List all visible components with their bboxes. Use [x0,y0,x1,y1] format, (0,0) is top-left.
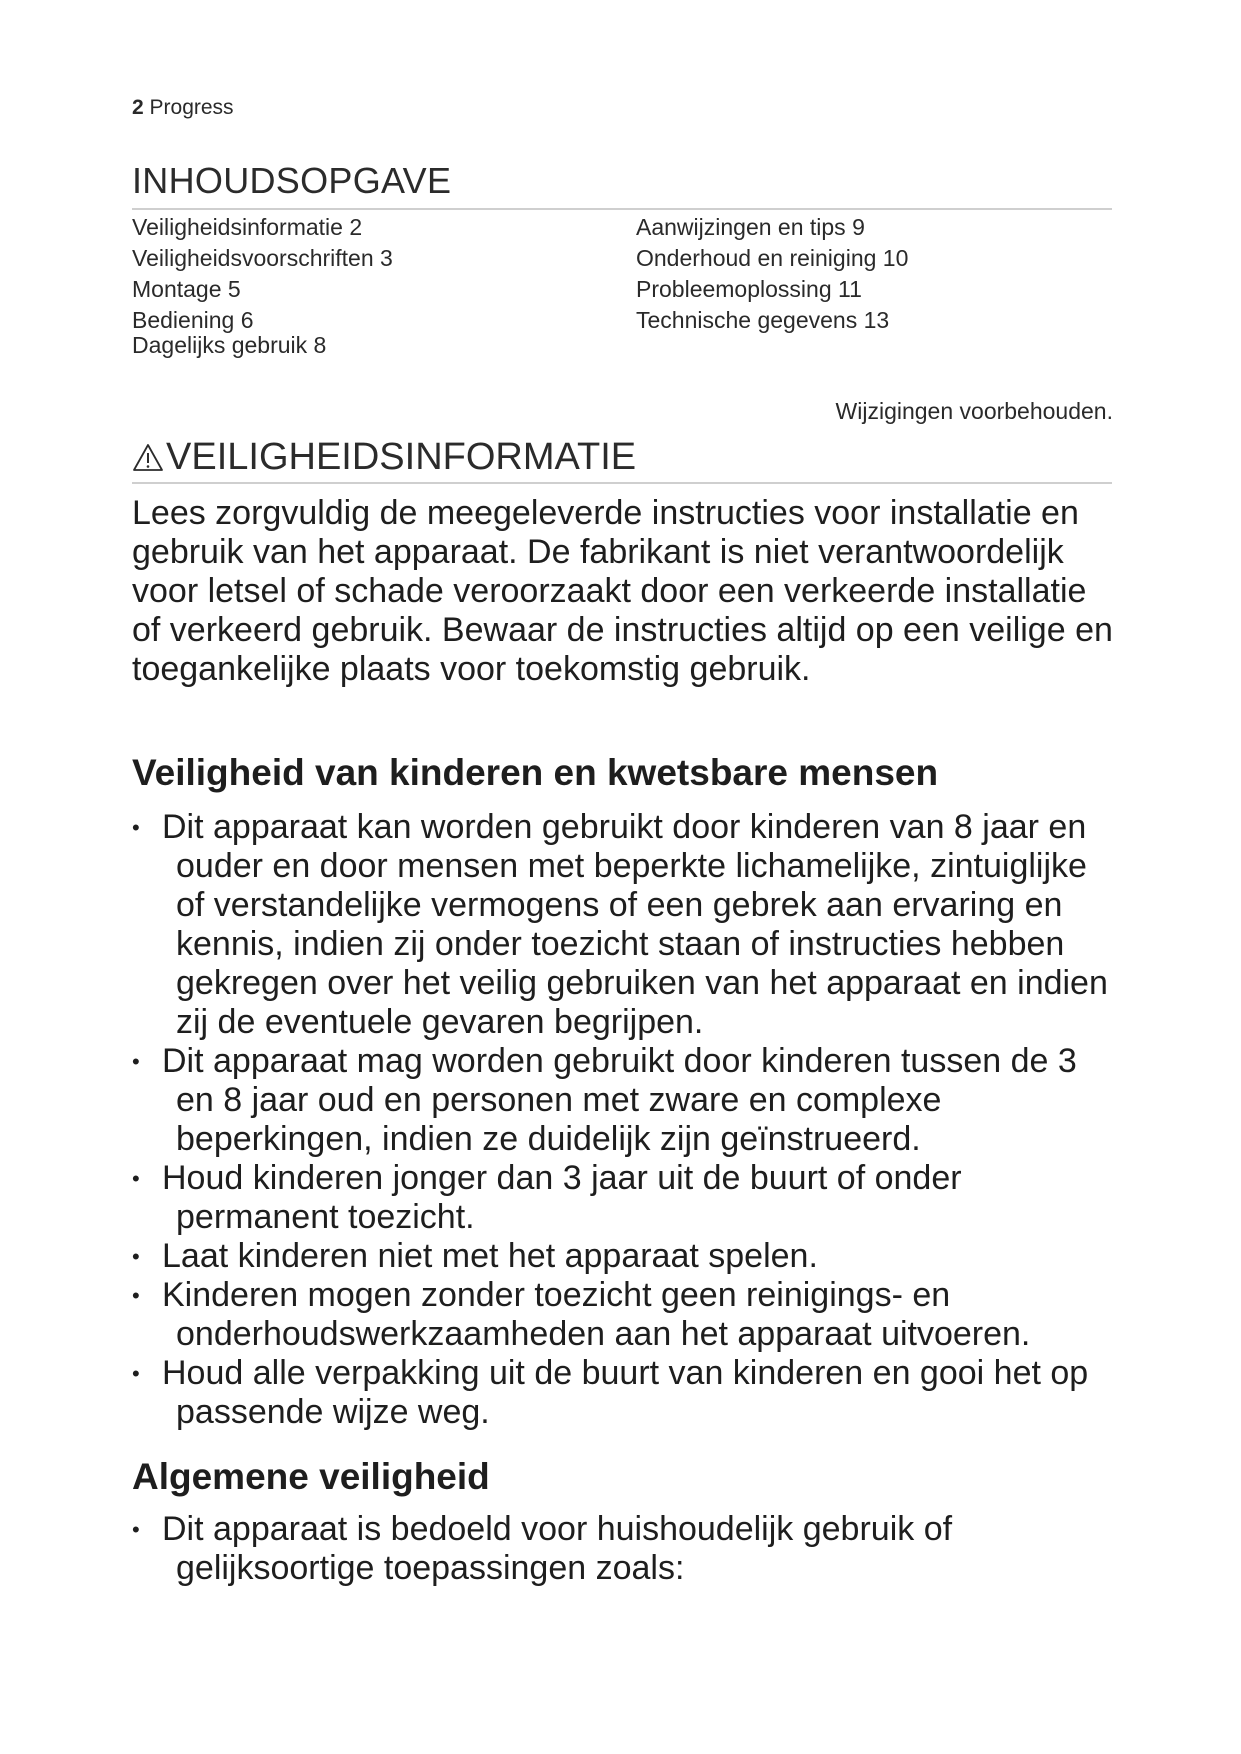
list-item [132,808,1117,1042]
toc-item[interactable]: Onderhoud en reiniging 10 [636,245,909,271]
toc-title: INHOUDSOPGAVE [132,160,452,201]
list-item [132,1042,1117,1159]
toc-item[interactable]: Probleemoplossing 11 [636,276,862,302]
toc-divider [132,208,1112,210]
toc-item[interactable]: Veiligheidsvoorschriften 3 [132,245,393,271]
list-item-text: Dit apparaat kan worden gebruikt door kinderen van 8 jaar en ouder en door mensen met beperkte lichamelijke, zintuiglijke of verstandelijke vermogens of een gebrek aan ervaring en kennis, indien zij onder toezicht staan of instructies hebben gekregen over het veilig gebruiken van het apparaat en indien zij de eventuele gevaren begrijpen. [162,808,1108,1041]
toc-column-right [636,212,908,336]
bullet-icon: • [132,1361,140,1386]
brand-name: Progress [149,96,234,119]
general-safety-list [132,1510,1117,1588]
list-item [132,1354,1117,1432]
bullet-icon: • [132,1244,140,1269]
list-item [132,1276,1117,1354]
toc-item[interactable]: Technische gegevens 13 [636,307,890,333]
section-title [132,436,636,479]
warning-icon [132,442,164,474]
list-item [132,1159,1117,1237]
list-item [132,1237,1117,1276]
bullet-icon: • [132,815,140,840]
list-item-text: Laat kinderen niet met het apparaat spelen. [162,1237,818,1275]
general-safety-heading: Algemene veiligheid [132,1456,490,1497]
page-header [132,96,234,120]
toc-item[interactable]: Aanwijzingen en tips 9 [636,214,865,240]
list-item-text: Kinderen mogen zonder toezicht geen reinigings- en onderhoudswerkzaamheden aan het apparaat uitvoeren. [162,1276,1031,1353]
toc-item[interactable]: Veiligheidsinformatie 2 [132,214,363,240]
list-item-text: Houd kinderen jonger dan 3 jaar uit de buurt of onder permanent toezicht. [162,1159,962,1236]
list-item-text: Dit apparaat mag worden gebruikt door kinderen tussen de 3 en 8 jaar oud en personen met zware en complexe beperkingen, indien ze duidelijk zijn geïnstrueerd. [162,1042,1077,1158]
toc-column-left [132,212,393,361]
children-safety-heading: Veiligheid van kinderen en kwetsbare mensen [132,752,939,793]
toc-item[interactable]: Bediening 6 [132,307,254,333]
toc-item[interactable]: Montage 5 [132,276,241,302]
children-safety-list [132,808,1117,1432]
list-item-text: Dit apparaat is bedoeld voor huishoudelijk gebruik of gelijksoortige toepassingen zoals: [162,1510,953,1587]
page-number: 2 [132,96,144,119]
bullet-icon: • [132,1049,140,1074]
list-item [132,1510,1117,1588]
intro-paragraph: Lees zorgvuldig de meegeleverde instructies voor installatie en gebruik van het apparaat. De fabrikant is niet verantwoordelijk voor letsel of schade veroorzaakt door een verkeerde installatie of verkeerd gebruik. Bewaar de instructies altijd op een veilige en toegankelijke plaats voor toekomstig gebruik. [132,494,1113,688]
section-title-text: VEILIGHEIDSINFORMATIE [166,436,637,478]
bullet-icon: • [132,1166,140,1191]
bullet-icon: • [132,1517,140,1542]
section-divider [132,482,1112,484]
list-item-text: Houd alle verpakking uit de buurt van kinderen en gooi het op passende wijze weg. [162,1354,1089,1431]
changes-reserved-note: Wijzigingen voorbehouden. [835,398,1113,424]
toc-item[interactable]: Dagelijks gebruik 8 [132,332,327,358]
bullet-icon: • [132,1283,140,1308]
